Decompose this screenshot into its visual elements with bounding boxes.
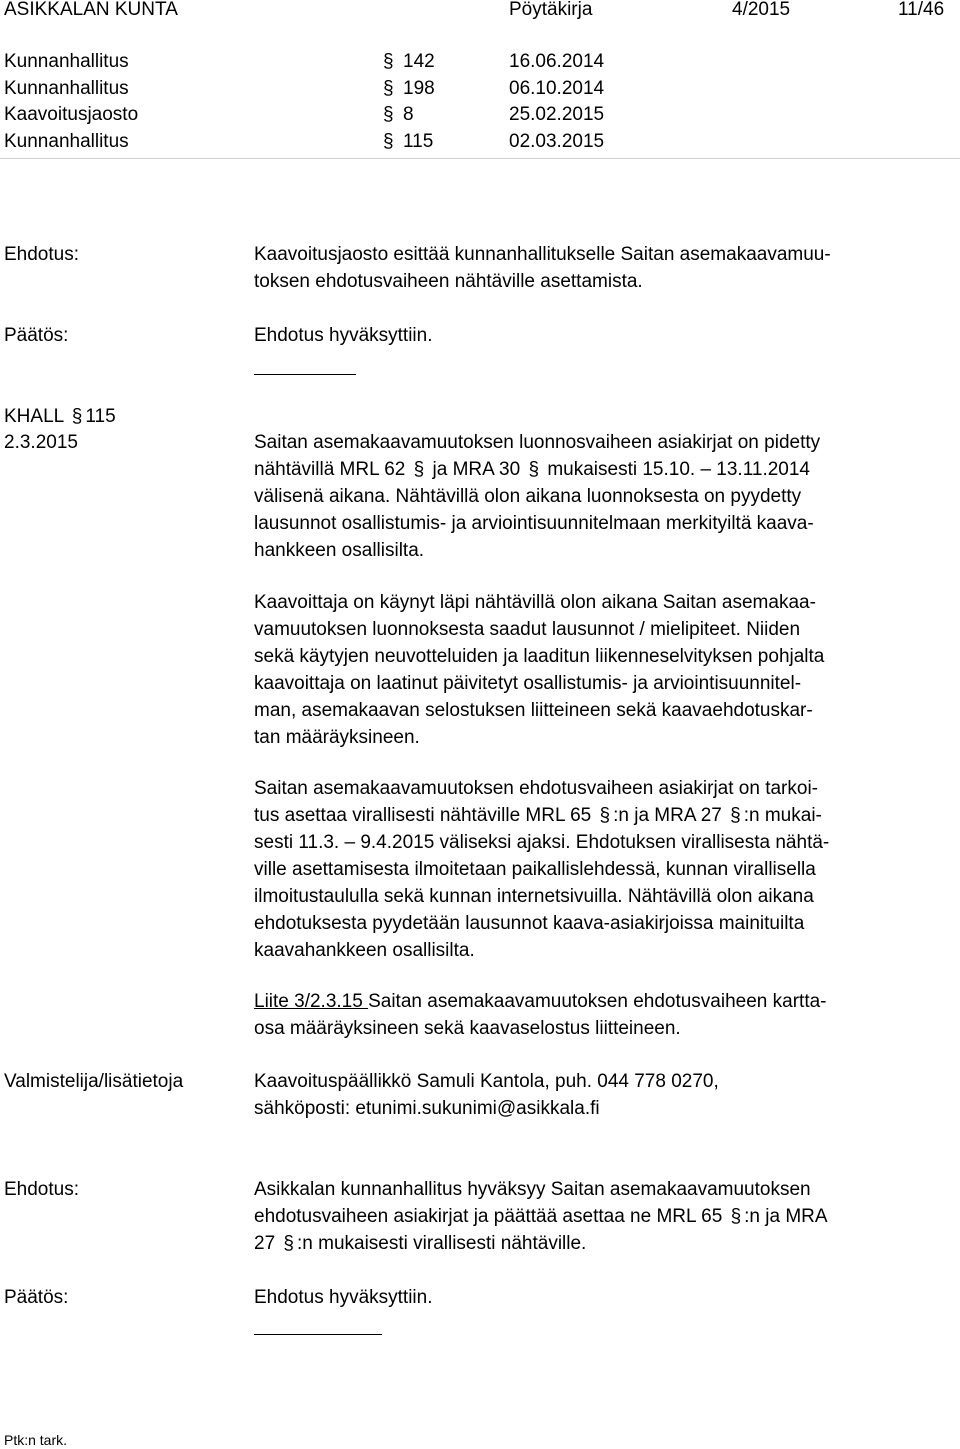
- org-name: ASIKKALAN KUNTA: [4, 0, 178, 20]
- section-sign: §: [283, 1233, 294, 1254]
- paragraph-line: ville asettamisesta ilmoitetaan paikallislehdessä, kunnan virallisella: [254, 859, 816, 880]
- history-body: Kunnanhallitus: [4, 51, 129, 72]
- history-date: 25.02.2015: [509, 104, 605, 125]
- decision-underline: [254, 374, 356, 375]
- proposal-text-line: toksen ehdotusvaiheen nähtäville asettamista.: [254, 271, 643, 292]
- preparer-contact-line: Kaavoituspäällikkö Samuli Kantola, puh. 044 778 0270,: [254, 1071, 719, 1092]
- preparer-email-line: sähköposti: etunimi.sukunimi@asikkala.fi: [254, 1098, 600, 1119]
- paragraph-line: ehdotuksesta pyydetään lausunnot kaava-asiakirjoissa mainituilta: [254, 913, 805, 934]
- proposal-text-line: Asikkalan kunnanhallitus hyväksyy Saitan asemakaavamuutoksen: [254, 1179, 811, 1200]
- history-body: Kunnanhallitus: [4, 78, 129, 99]
- decision-text: Ehdotus hyväksyttiin.: [254, 325, 433, 346]
- history-date: 02.03.2015: [509, 131, 605, 152]
- decision-label: Päätös:: [4, 1287, 69, 1308]
- attachment-paragraph: [254, 988, 960, 1042]
- paragraph-line: sesti 11.3. – 9.4.2015 väliseksi ajaksi. Ehdotuksen virallisesta nähtä-: [254, 832, 830, 853]
- proposal-label: Ehdotus:: [4, 1179, 79, 1200]
- history-body: Kunnanhallitus: [4, 131, 129, 152]
- paragraph-line: kaavahankkeen osallisilta.: [254, 940, 475, 961]
- khall-prefix: KHALL: [4, 406, 64, 427]
- section-sign: §: [71, 406, 83, 427]
- khall-number: 115: [85, 406, 116, 427]
- history-number: 8: [403, 104, 414, 125]
- paragraph-line: tan määräyksineen.: [254, 727, 420, 748]
- paragraph-line: lausunnot osallistumis- ja arviointisuunnitelmaan merkityiltä kaava-: [254, 513, 814, 534]
- issue-number: 4/2015: [732, 0, 791, 20]
- section-sign: §: [730, 1206, 742, 1227]
- paragraph-line: osa määräyksineen sekä kaavaselostus liitteineen.: [254, 1018, 681, 1039]
- preparer-label: Valmistelija/lisätietoja: [4, 1071, 184, 1092]
- proposal-text-line: ehdotusvaiheen asiakirjat ja päättää asettaa ne MRL 65 § :n ja MRA: [254, 1203, 828, 1230]
- section-sign: §: [599, 805, 611, 826]
- document-type: Pöytäkirja: [509, 0, 593, 20]
- proposal-label: Ehdotus:: [4, 244, 79, 265]
- section-sign: §: [383, 51, 394, 72]
- history-number: 142: [403, 51, 435, 72]
- decision-label: Päätös:: [4, 325, 69, 346]
- paragraph-line: vamuutoksen luonnoksesta saadut lausunnot / mielipiteet. Niiden: [254, 619, 801, 640]
- paragraph-line: ilmoitustaululla sekä kunnan internetsivuilla. Nähtävillä olon aikana: [254, 886, 814, 907]
- paragraph-line: sekä käytyjen neuvotteluiden ja laaditun liikenneselvityksen pohjalta: [254, 646, 825, 667]
- section-sign: §: [528, 459, 540, 480]
- section-sign: §: [730, 805, 741, 826]
- section-sign: §: [383, 78, 394, 99]
- paragraph-line: kaavoittaja on laatinut päivitetyt osallistumis- ja arviointisuunnitel-: [254, 673, 802, 694]
- body-paragraph-2: [254, 589, 960, 751]
- history-body: Kaavoitusjaosto: [4, 104, 139, 125]
- section-sign: §: [413, 459, 425, 480]
- khall-date: 2.3.2015: [4, 432, 78, 453]
- body-paragraph-3: [254, 775, 960, 964]
- history-number: 115: [403, 131, 434, 152]
- history-number: 198: [403, 78, 435, 99]
- section-sign: §: [383, 104, 394, 125]
- history-date: 06.10.2014: [509, 78, 605, 99]
- page-number: 11/46: [898, 0, 945, 20]
- paragraph-line: Saitan asemakaavamuutoksen ehdotusvaiheen asiakirjat on tarkoi-: [254, 778, 818, 799]
- history-date: 16.06.2014: [509, 51, 605, 72]
- paragraph-line: man, asemakaavan selostuksen liitteineen sekä kaavaehdotuskar-: [254, 700, 813, 721]
- decision-underline: [254, 1334, 382, 1335]
- paragraph-line: Liite 3/2.3.15 Saitan asemakaavamuutoksen ehdotusvaiheen kartta-: [254, 991, 827, 1012]
- paragraph-line: välisenä aikana. Nähtävillä olon aikana luonnoksesta on pyydetty: [254, 486, 802, 507]
- paragraph-line: hankkeen osallisilta.: [254, 540, 425, 561]
- paragraph-line: tus asettaa virallisesti nähtäville MRL 65 § :n ja MRA 27 § :n mukai-: [254, 802, 960, 829]
- paragraph-line: Saitan asemakaavamuutoksen luonnosvaiheen asiakirjat on pidetty: [254, 432, 821, 453]
- attachment-link[interactable]: Liite 3/2.3.15: [254, 991, 369, 1012]
- section-sign: §: [383, 131, 394, 152]
- body-paragraph-1: [254, 429, 960, 564]
- footer-initials-label: Ptk:n tark.: [4, 1432, 68, 1448]
- history-divider: [0, 158, 960, 159]
- decision-text: Ehdotus hyväksyttiin.: [254, 1287, 433, 1308]
- proposal-text-line: 27 § :n mukaisesti virallisesti nähtäville.: [254, 1230, 586, 1257]
- paragraph-line: Kaavoittaja on käynyt läpi nähtävillä olon aikana Saitan asemakaa-: [254, 592, 816, 613]
- proposal-text-line: Kaavoitusjaosto esittää kunnanhallitukselle Saitan asemakaavamuu-: [254, 244, 831, 265]
- khall-label: [4, 403, 116, 430]
- paragraph-line: nähtävillä MRL 62 § ja MRA 30 § mukaisesti 15.10. – 13.11.2014: [254, 456, 960, 483]
